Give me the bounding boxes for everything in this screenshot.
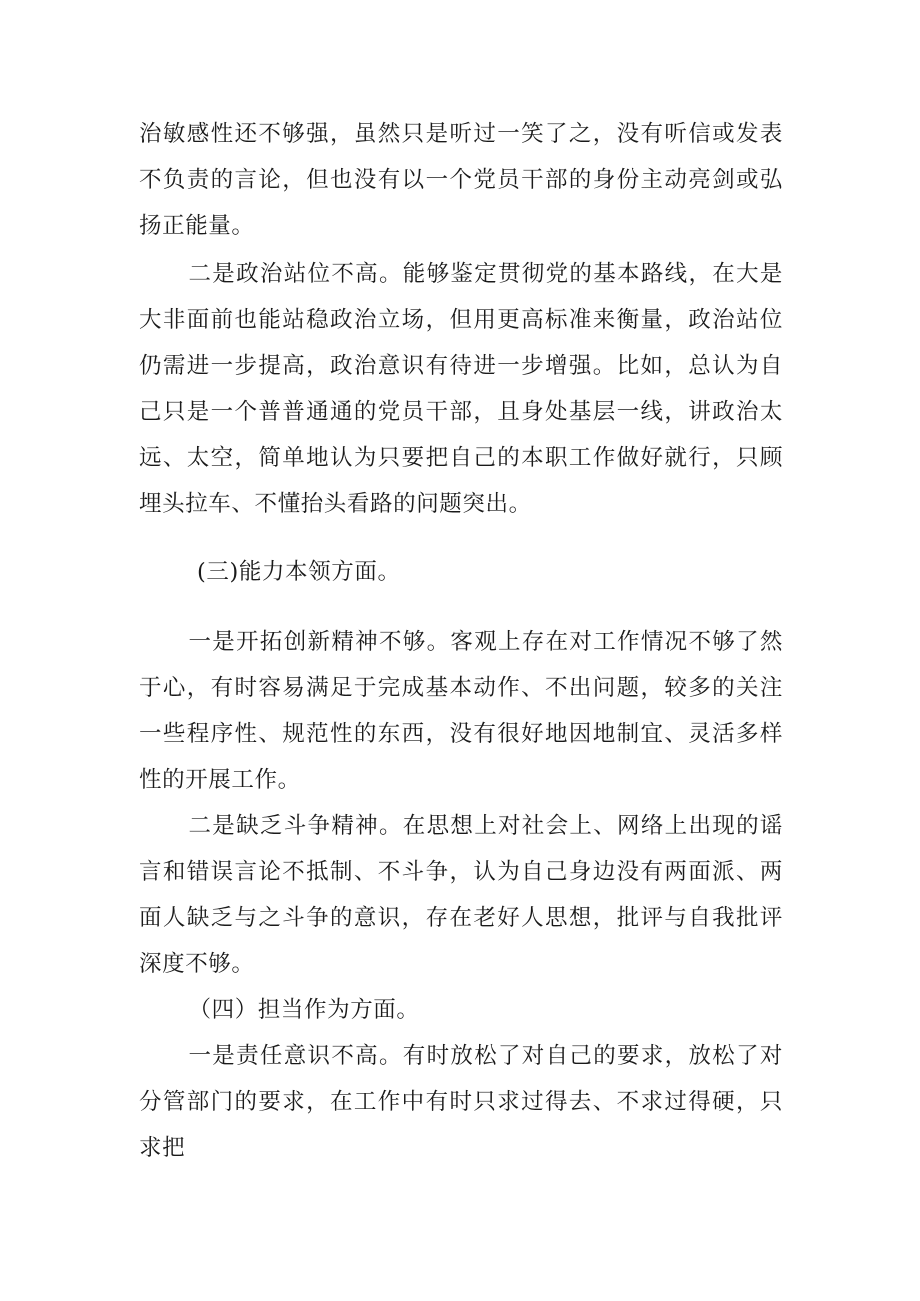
paragraph-responsibility: 一是责任意识不高。有时放松了对自己的要求，放松了对分管部门的要求，在工作中有时只求过得去、不求过得硬，只求把 [139,1043,783,1161]
section-heading-responsibility: （四）担当作为方面。 [188,997,420,1023]
paragraph-political-stance: 二是政治站位不高。能够鉴定贯彻党的基本路线，在大是大非面前也能站稳政治立场，但用更高标准来衡量，政治站位仍需进一步提高，政治意识有待进一步增强。比如，总认为自己只是一个普普通通的党员干部，且身处基层一线，讲政治太远、太空，简单地认为只要把自己的本职工作做好就行，只顾埋头拉车、不懂抬头看路的问题突出。 [139,261,783,517]
paragraph-struggle-spirit: 二是缺乏斗争精神。在思想上对社会上、网络上出现的谣言和错误言论不抵制、不斗争，认为自己身边没有两面派、两面人缺乏与之斗争的意识，存在老好人思想，批评与自我批评深度不够。 [139,813,783,977]
paragraph-innovation: 一是开拓创新精神不够。客观上存在对工作情况不够了然于心，有时容易满足于完成基本动作、不出问题，较多的关注一些程序性、规范性的东西，没有很好地因地制宜、灵活多样性的开展工作。 [139,629,783,793]
paragraph-continuation: 治敏感性还不够强，虽然只是听过一笑了之，没有听信或发表不负责的言论，但也没有以一个党员干部的身份主动亮剑或弘扬正能量。 [139,121,783,239]
document-body [139,111,783,1171]
section-heading-ability: (三)能力本领方面。 [197,559,401,585]
